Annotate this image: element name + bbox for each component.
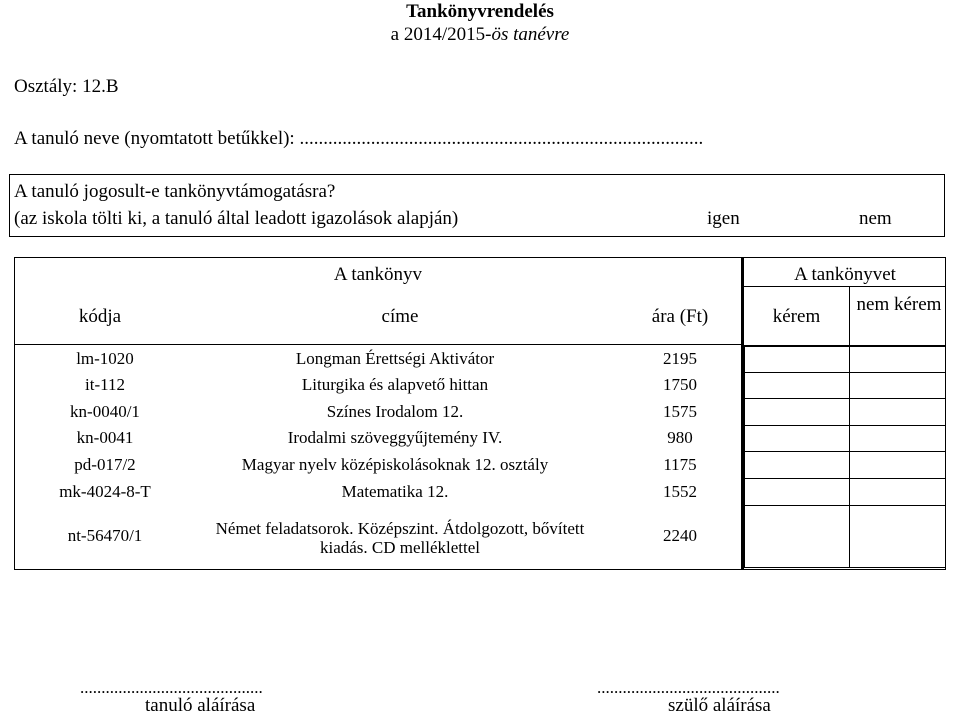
book-code: kn-0041 xyxy=(76,428,134,447)
book-code: mk-4024-8-T xyxy=(59,481,151,501)
book-price: 2195 xyxy=(663,349,697,368)
subtitle-prefix: a 2014/2015- xyxy=(390,24,492,45)
parent-signature-line: ........................................... xyxy=(597,678,780,697)
want-checkbox[interactable] xyxy=(744,398,850,426)
support-option-yes[interactable]: igen xyxy=(707,208,740,229)
book-code: it-112 xyxy=(85,375,125,394)
support-note: (az iskola tölti ki, a tanuló által leadott igazolások alapján) xyxy=(14,208,459,229)
document-title: Tankönyvrendelés xyxy=(406,1,554,22)
student-signature-label: tanuló aláírása xyxy=(145,695,256,716)
subtitle-suffix: ös tanévre xyxy=(491,24,570,45)
header-price: ára (Ft) xyxy=(651,306,709,327)
want-checkbox[interactable] xyxy=(744,451,850,479)
student-signature-line: ........................................... xyxy=(80,678,263,697)
book-code: lm-1020 xyxy=(76,349,134,368)
book-code: nt-56470/1 xyxy=(67,526,143,545)
not-want-checkbox[interactable] xyxy=(849,505,946,568)
book-price: 980 xyxy=(667,428,693,447)
book-price: 1552 xyxy=(663,481,697,501)
book-title: Irodalmi szöveggyűjtemény IV. xyxy=(287,428,503,447)
book-title: Magyar nyelv középiskolásoknak 12. osztály xyxy=(241,454,549,474)
parent-signature-label: szülő aláírása xyxy=(668,695,771,716)
book-code: pd-017/2 xyxy=(74,454,136,474)
class-line: Osztály: 12.B xyxy=(14,76,119,97)
not-want-checkbox[interactable] xyxy=(849,372,946,399)
book-price: 1750 xyxy=(663,375,697,394)
book-title: Longman Érettségi Aktivátor xyxy=(295,349,495,368)
want-checkbox[interactable] xyxy=(744,372,850,399)
student-name-line: A tanuló neve (nyomtatott betűkkel): ..................................................................................... xyxy=(14,128,704,149)
not-want-checkbox[interactable] xyxy=(849,425,946,452)
book-price: 1575 xyxy=(663,401,697,421)
header-not-want: nem kérem xyxy=(856,294,942,315)
want-checkbox[interactable] xyxy=(744,425,850,452)
book-code: kn-0040/1 xyxy=(70,401,140,421)
book-title: Matematika 12. xyxy=(341,481,449,501)
want-checkbox[interactable] xyxy=(744,505,850,568)
header-title: címe xyxy=(381,306,419,327)
header-code: kódja xyxy=(78,306,122,327)
not-want-checkbox[interactable] xyxy=(849,398,946,426)
document-subtitle xyxy=(0,23,960,47)
book-price: 2240 xyxy=(663,526,697,545)
book-title: Német feladatsorok. Középszint. Átdolgozott, bővített kiadás. CD melléklettel xyxy=(215,519,585,557)
book-title: Színes Irodalom 12. xyxy=(326,401,464,421)
table-divider xyxy=(849,286,850,345)
not-want-checkbox[interactable] xyxy=(849,451,946,479)
support-question: A tanuló jogosult-e tankönyvtámogatásra? xyxy=(14,181,336,202)
want-checkbox[interactable] xyxy=(744,346,850,373)
header-want: kérem xyxy=(772,306,821,327)
support-option-no[interactable]: nem xyxy=(859,208,892,229)
not-want-checkbox[interactable] xyxy=(849,478,946,506)
book-price: 1175 xyxy=(663,454,697,474)
want-checkbox[interactable] xyxy=(744,478,850,506)
book-title: Liturgika és alapvető hittan xyxy=(301,375,489,394)
header-order-group: A tankönyvet xyxy=(794,264,896,285)
not-want-checkbox[interactable] xyxy=(849,346,946,373)
header-book-group: A tankönyv xyxy=(333,264,423,285)
